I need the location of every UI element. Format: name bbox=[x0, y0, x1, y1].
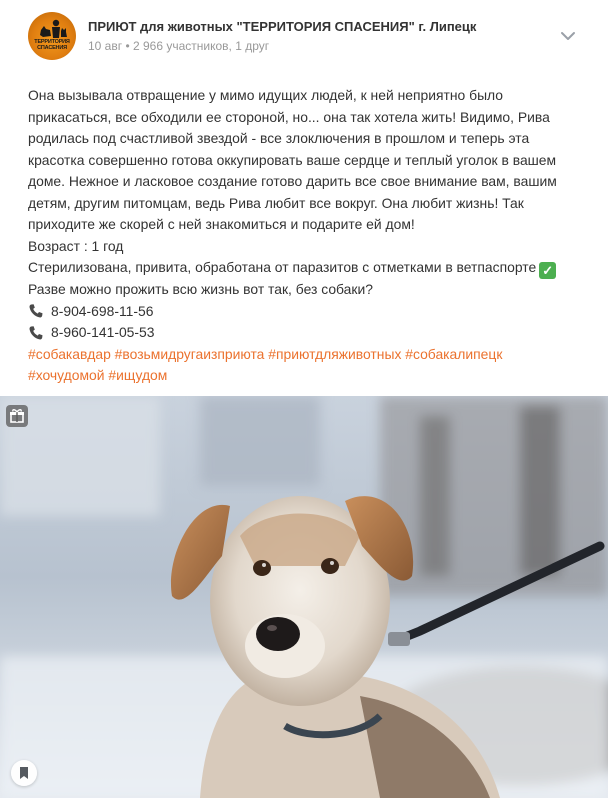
age-line: Возраст : 1 год bbox=[28, 237, 124, 254]
hashtag-link[interactable]: #собакавдар bbox=[28, 345, 111, 362]
dog-photo-image bbox=[0, 396, 608, 798]
phone-line-2 bbox=[28, 322, 580, 344]
phone-line-1 bbox=[28, 301, 580, 323]
friends-count[interactable]: 1 друг bbox=[235, 39, 270, 53]
hashtag-link[interactable]: #возьмидругаизприюта bbox=[114, 345, 265, 362]
hashtag-link[interactable]: #собакалипецк bbox=[405, 345, 503, 362]
post-date[interactable]: 10 авг bbox=[88, 39, 123, 53]
meta-separator: • bbox=[125, 39, 130, 53]
members-count: 2 966 участников, bbox=[133, 39, 232, 53]
phone-icon bbox=[28, 303, 44, 319]
gift-button[interactable] bbox=[6, 405, 28, 427]
avatar-text-line1: ТЕРРИТОРИЯ bbox=[34, 39, 70, 45]
phone-number-2[interactable]: 8-960-141-05-53 bbox=[51, 324, 155, 340]
avatar-text-line2: СПАСЕНИЯ bbox=[37, 45, 67, 51]
hashtag-link[interactable]: #ищудом bbox=[108, 367, 168, 383]
health-line bbox=[28, 257, 580, 279]
gift-icon bbox=[6, 405, 28, 427]
post-main-paragraph: Она вызывала отвращение у мимо идущих людей, к ней неприятно было прикасаться, все обходили ее стороной, но... она так хотела жить! Видимо, Рива родилась под счастливой звездой - все злоключения в прошлом и теперь эта красотка совершенно готова оккупировать ваше сердце и теплый уголок в вашем доме. Нежное и ласковое создание готово дарить все свое внимание вам, вашим детям, другим питомцам, ведь Рива любит все вокруг. Она любит жизнь! Так приходите же скорей с ней знакомиться и подарите ей дом! bbox=[28, 87, 557, 232]
health-text: Стерилизована, привита, обработана от паразитов с отметками в ветпаспорте bbox=[28, 259, 537, 275]
post-meta bbox=[88, 39, 269, 53]
phone-icon bbox=[28, 325, 44, 341]
phone-number-1[interactable]: 8-904-698-11-56 bbox=[51, 302, 154, 319]
shelter-logo-icon bbox=[28, 12, 76, 60]
chevron-down-icon[interactable] bbox=[560, 30, 576, 42]
hashtag-link[interactable]: #хочудомой bbox=[28, 367, 105, 383]
group-name-link[interactable]: ПРИЮТ для животных "ТЕРРИТОРИЯ СПАСЕНИЯ" г. Липецк bbox=[88, 19, 477, 34]
post-photo[interactable] bbox=[0, 396, 608, 798]
hashtag-list bbox=[28, 344, 580, 387]
bookmark-button[interactable] bbox=[11, 760, 37, 786]
hashtag-link[interactable]: #приютдляживотных bbox=[268, 345, 402, 362]
check-mark-icon: ✓ bbox=[539, 262, 556, 279]
bookmark-icon bbox=[11, 760, 37, 786]
post-header bbox=[0, 0, 608, 76]
post-text bbox=[28, 85, 580, 387]
group-avatar[interactable] bbox=[28, 12, 76, 60]
question-line: Разве можно прожить всю жизнь вот так, без собаки? bbox=[28, 281, 373, 297]
avatar-logo-text bbox=[28, 39, 76, 51]
